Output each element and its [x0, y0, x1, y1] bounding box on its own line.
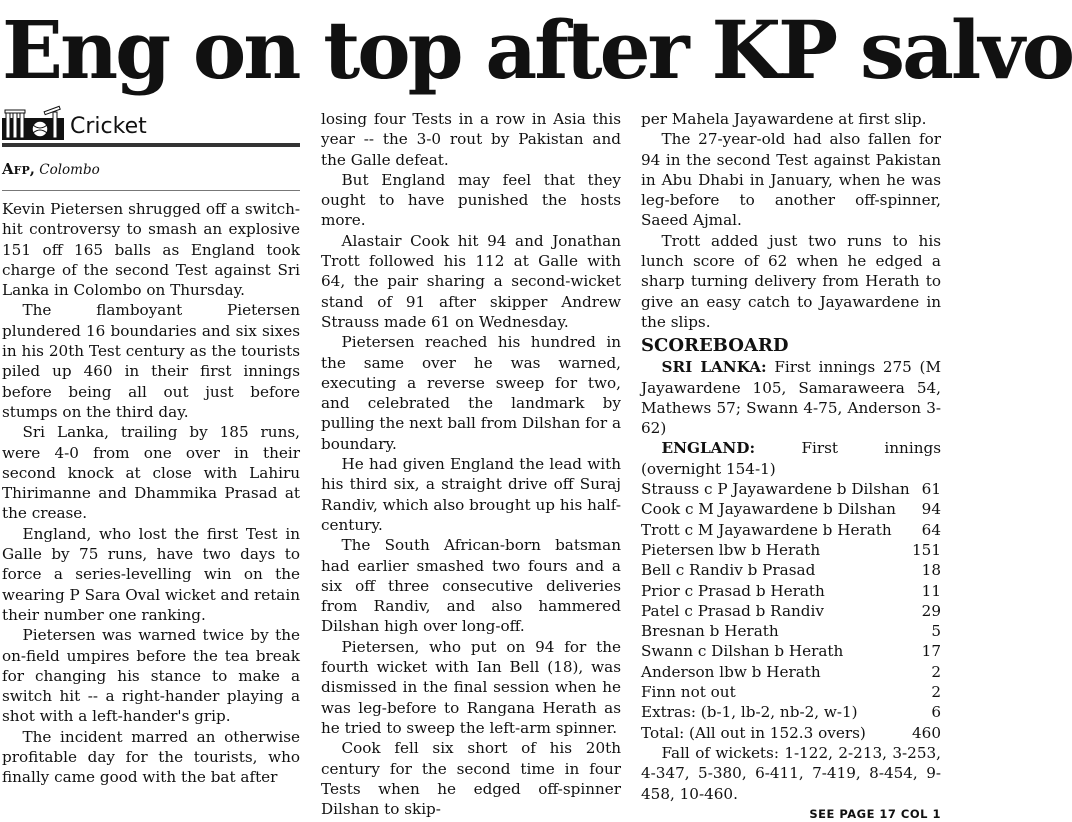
runs: 29	[921, 601, 941, 620]
batting-row	[641, 540, 941, 560]
column-3	[641, 109, 941, 822]
batsman: Patel c Prasad b Randiv	[641, 601, 824, 620]
england-label: ENGLAND:	[661, 439, 756, 458]
england-innings: First innings (overnight 154-1)	[641, 439, 941, 478]
extras-row	[641, 702, 941, 722]
paragraph: The 27-year-old had also fallen for 94 in the second Test against Pakistan in Abu Dhabi in January, when he was leg-before to another off-spinner, Saeed Ajmal.	[641, 130, 941, 230]
column-1	[2, 106, 300, 788]
batting-row	[641, 560, 941, 580]
paragraph: Pietersen, who put on 94 for the fourth wicket with Ian Bell (18), was dismissed in the final session when he was leg-before to Rangana Herath as he tried to sweep the left-arm spinner.	[321, 637, 621, 737]
paragraph: He had given England the lead with his third six, a straight drive off Suraj Randiv, which also brought up his half-century.	[321, 455, 621, 534]
extras-runs: 6	[931, 703, 941, 722]
batting-row	[641, 621, 941, 641]
byline-agency: Afp,	[2, 160, 35, 178]
runs: 151	[912, 540, 941, 559]
paragraph: Alastair Cook hit 94 and Jonathan Trott followed his 112 at Galle with 64, the pair sharing a second-wicket stand of 91 after skipper Andrew Strauss made 61 on Wednesday.	[321, 231, 621, 331]
runs: 61	[921, 480, 941, 499]
batsman: Bell c Randiv b Prasad	[641, 561, 816, 580]
batsman: Anderson lbw b Herath	[641, 662, 821, 681]
column-2	[321, 109, 621, 819]
batting-row	[641, 641, 941, 661]
batting-row	[641, 499, 941, 519]
paragraph: Trott added just two runs to his lunch score of 62 when he edged a sharp turning delivery from Herath to give an easy catch to Jayawardene in the slips.	[641, 231, 941, 331]
runs: 94	[921, 500, 941, 519]
scoreboard-title: SCOREBOARD	[641, 335, 789, 357]
batsman: Bresnan b Herath	[641, 622, 779, 641]
batting-row	[641, 581, 941, 601]
runs: 2	[931, 683, 941, 702]
cricket-icon	[2, 108, 64, 140]
section-label: Cricket	[70, 114, 147, 139]
scoreboard-sri-lanka	[641, 357, 941, 438]
paragraph: Sri Lanka, trailing by 185 runs, were 4-0 from one over in their second knock at close with Lahiru Thirimanne and Dhammika Prasad at the crease.	[2, 423, 300, 523]
batting-row	[641, 682, 941, 702]
runs: 17	[921, 642, 941, 661]
batting-row	[641, 520, 941, 540]
batsman: Prior c Prasad b Herath	[641, 581, 825, 600]
paragraph: Cook fell six short of his 20th century for the second time in four Tests when he edged off-spinner Dilshan to skip-	[321, 739, 621, 819]
total-row	[641, 723, 941, 743]
see-page-link: SEE PAGE 17 COL 1	[809, 806, 941, 821]
paragraph: per Mahela Jayawardene at first slip.	[641, 110, 927, 128]
runs: 2	[931, 662, 941, 681]
batting-card	[641, 479, 941, 743]
section-header	[2, 106, 300, 140]
scoreboard-england	[641, 438, 941, 479]
paragraph: The flamboyant Pietersen plundered 16 boundaries and six sixes in his 20th Test century as the tourists piled up 460 in their first innings before being all out just before stumps on the third day.	[2, 301, 300, 421]
fall-of-wickets: Fall of wickets: 1-122, 2-213, 3-253, 4-347, 5-380, 6-411, 7-419, 8-454, 9-458, 10-460.	[641, 743, 941, 803]
sri-lanka-label: SRI LANKA:	[661, 358, 767, 377]
headline: Eng on top after KP salvo	[2, 3, 1072, 97]
batsman: Cook c M Jayawardene b Dilshan	[641, 500, 896, 519]
runs: 64	[921, 520, 941, 539]
byline	[2, 161, 300, 178]
paragraph: The incident marred an otherwise profitable day for the tourists, who finally came good with the bat after	[2, 727, 300, 787]
byline-city: Colombo	[39, 162, 100, 178]
paragraph: losing four Tests in a row in Asia this year -- the 3-0 rout by Pakistan and the Galle defeat.	[321, 110, 621, 169]
paragraph: The South African-born batsman had earlier smashed two fours and a six off three consecutive deliveries from Randiv, and also hammered Dilshan high over long-off.	[321, 536, 621, 636]
total-runs: 460	[912, 723, 941, 742]
paragraph: Pietersen was warned twice by the on-field umpires before the tea break for changing his stance to make a switch hit -- a right-hander playing a shot with a left-hander's grip.	[2, 626, 300, 726]
byline-rule	[2, 190, 300, 191]
runs: 18	[921, 561, 941, 580]
extras-label: Extras: (b-1, lb-2, nb-2, w-1)	[641, 703, 858, 722]
total-label: Total: (All out in 152.3 overs)	[641, 723, 866, 742]
paragraph: But England may feel that they ought to have punished the hosts more.	[321, 170, 621, 230]
runs: 5	[931, 622, 941, 641]
paragraph: Pietersen reached his hundred in the same over he was warned, executing a reverse sweep for two, and celebrated the landmark by pulling the next ball from Dilshan for a boundary.	[321, 333, 621, 453]
paragraph: Kevin Pietersen shrugged off a switch-hit controversy to smash an explosive 151 off 165 balls as England took charge of the second Test against Sri Lanka in Colombo on Thursday.	[2, 200, 300, 300]
batsman: Strauss c P Jayawardene b Dilshan	[641, 480, 910, 499]
batting-row	[641, 601, 941, 621]
section-rule	[2, 143, 300, 147]
batting-row	[641, 662, 941, 682]
batsman: Pietersen lbw b Herath	[641, 540, 821, 559]
paragraph: England, who lost the first Test in Galle by 75 runs, have two days to force a series-levelling win on the wearing P Sara Oval wicket and retain their number one ranking.	[2, 524, 300, 624]
batsman: Trott c M Jayawardene b Herath	[641, 520, 892, 539]
runs: 11	[921, 581, 941, 600]
sri-lanka-innings: First innings 275 (M Jayawardene 105, Samaraweera 54, Mathews 57; Swann 4-75, Anderson 3-62)	[641, 358, 941, 438]
batsman: Swann c Dilshan b Herath	[641, 642, 844, 661]
batting-row	[641, 479, 941, 499]
batsman: Finn not out	[641, 683, 736, 702]
